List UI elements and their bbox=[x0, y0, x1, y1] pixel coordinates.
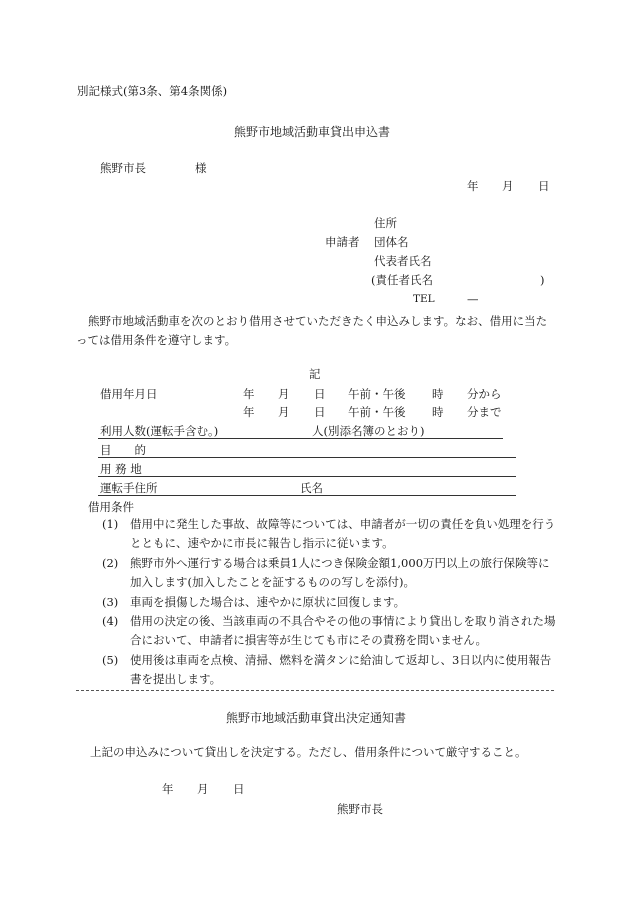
driver-underline bbox=[98, 495, 516, 496]
period-from-day: 日 bbox=[314, 387, 326, 401]
conditions-title: 借用条件 bbox=[88, 500, 134, 514]
condition-number: (5) bbox=[102, 653, 119, 667]
field-responsible-close: ) bbox=[540, 273, 545, 287]
period-from-hour: 時 bbox=[432, 387, 444, 401]
condition-text: 借用中に発生した事故、故障等については、申請者が一切の責任を負い処理を行うとともに、速やかに市長に報告し指示に従います。 bbox=[130, 517, 556, 550]
period-label: 借用年月日 bbox=[100, 387, 158, 401]
users-suffix: 人(別添名簿のとおり) bbox=[312, 424, 425, 438]
condition-number: (2) bbox=[102, 556, 119, 570]
period-to-hour: 時 bbox=[432, 405, 444, 419]
condition-1 bbox=[104, 515, 556, 553]
condition-number: (4) bbox=[102, 614, 119, 628]
notice-date-year: 年 bbox=[162, 782, 174, 796]
application-date-day: 日 bbox=[538, 179, 550, 193]
field-address: 住所 bbox=[374, 216, 397, 230]
application-date-month: 月 bbox=[502, 179, 514, 193]
notice-date-day: 日 bbox=[233, 782, 245, 796]
condition-4 bbox=[104, 612, 556, 650]
application-title: 熊野市地域活動車貸出申込書 bbox=[234, 125, 391, 139]
condition-text: 使用後は車両を点検、清掃、燃料を満タンに給油して返却し、3日以内に使用報告書を提出します。 bbox=[130, 653, 552, 686]
cut-line bbox=[76, 690, 554, 691]
field-responsible: (責任者氏名 bbox=[371, 273, 433, 287]
notice-date-month: 月 bbox=[197, 782, 209, 796]
users-underline bbox=[98, 438, 503, 439]
condition-number: (3) bbox=[102, 595, 119, 609]
condition-text: 車両を損傷した場合は、速やかに原状に回復します。 bbox=[130, 595, 406, 609]
notice-body: 上記の申込みについて貸出しを決定する。ただし、借用条件について厳守すること。 bbox=[90, 745, 527, 759]
field-tel-dash: — bbox=[467, 292, 479, 306]
condition-text: 熊野市外へ運行する場合は乗員1人につき保険金額1,000万円以上の旅行保険等に加入します(加入したことを証するものの写しを添付)。 bbox=[130, 556, 550, 589]
period-to-month: 月 bbox=[278, 405, 290, 419]
period-from-month: 月 bbox=[278, 387, 290, 401]
field-tel: TEL bbox=[413, 293, 435, 305]
field-organization: 団体名 bbox=[374, 235, 409, 249]
period-to-ampm: 午前・午後 bbox=[348, 405, 406, 419]
honorific: 様 bbox=[195, 161, 207, 175]
notice-title: 熊野市地域活動車貸出決定通知書 bbox=[226, 711, 407, 725]
period-to-year: 年 bbox=[243, 405, 255, 419]
application-date-year: 年 bbox=[467, 179, 479, 193]
driver-address-label: 運転手住所 bbox=[100, 481, 158, 495]
period-from-year: 年 bbox=[243, 387, 255, 401]
purpose-underline bbox=[98, 457, 516, 458]
period-from-minute: 分から bbox=[467, 387, 502, 401]
form-header: 別記様式(第3条、第4条関係) bbox=[77, 84, 228, 98]
period-to-minute: 分まで bbox=[467, 405, 502, 419]
period-to-day: 日 bbox=[314, 405, 326, 419]
ki-mark: 記 bbox=[309, 367, 321, 381]
applicant-label: 申請者 bbox=[325, 235, 360, 249]
field-representative: 代表者氏名 bbox=[374, 254, 432, 268]
condition-3 bbox=[104, 593, 556, 612]
notice-signer: 熊野市長 bbox=[337, 802, 383, 816]
period-from-ampm: 午前・午後 bbox=[348, 387, 406, 401]
destination-underline bbox=[98, 476, 516, 477]
condition-2 bbox=[104, 554, 556, 592]
condition-5 bbox=[104, 651, 556, 689]
intro-text: 熊野市地域活動車を次のとおり借用させていただきたく申込みします。なお、借用に当たっては借用条件を遵守します。 bbox=[76, 314, 548, 347]
driver-name-label: 氏名 bbox=[300, 481, 323, 495]
destination-label: 用 務 地 bbox=[100, 462, 142, 476]
purpose-label: 目 的 bbox=[100, 443, 146, 457]
condition-text: 借用の決定の後、当該車両の不具合やその他の事情により貸出しを取り消された場合において、申請者に損害等が生じても市にその責務を問いません。 bbox=[130, 614, 556, 647]
addressee: 熊野市長 bbox=[100, 161, 146, 175]
condition-number: (1) bbox=[102, 517, 119, 531]
intro-paragraph bbox=[76, 312, 554, 350]
users-label: 利用人数(運転手含む。) bbox=[100, 424, 219, 438]
